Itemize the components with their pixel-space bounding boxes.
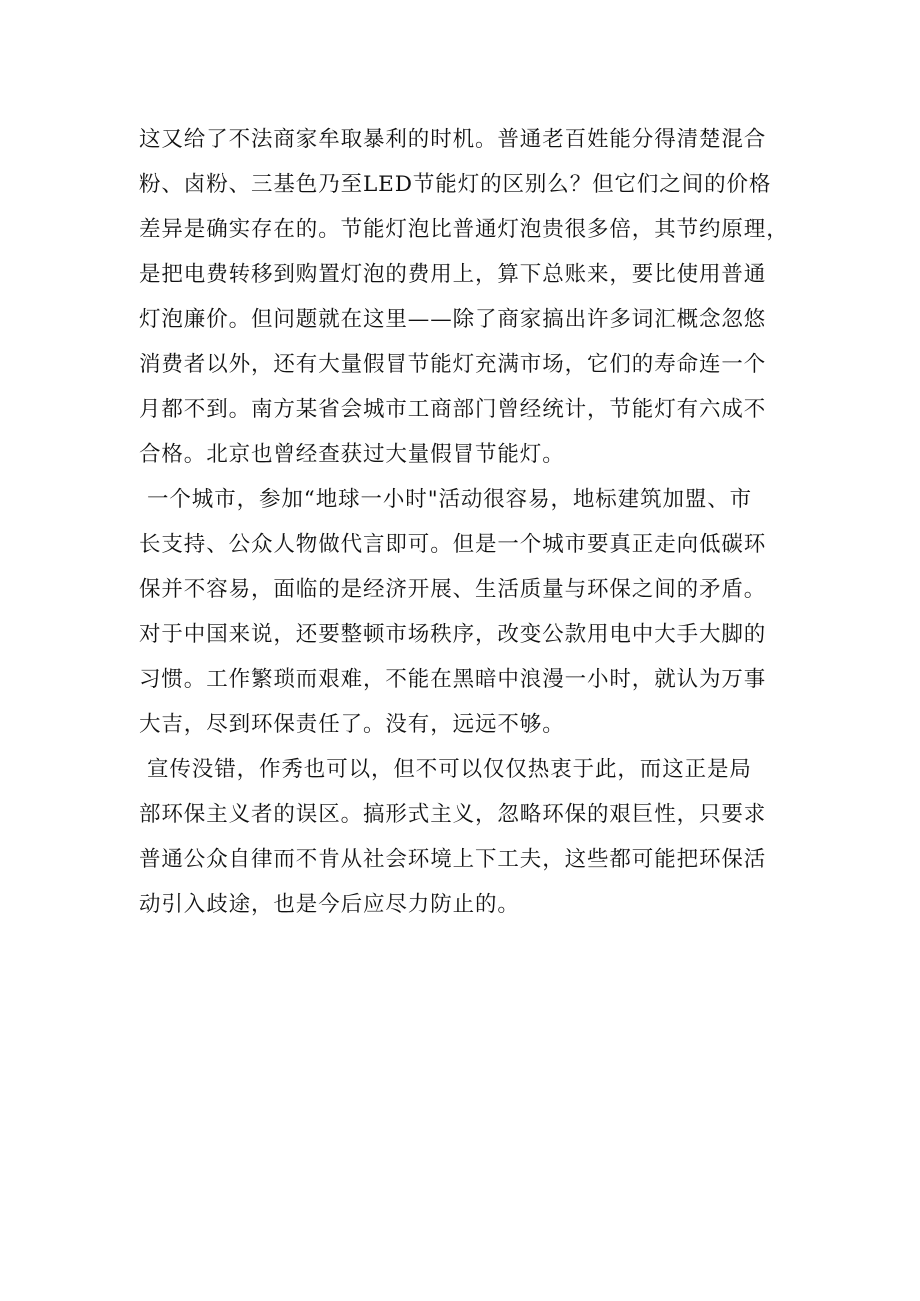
text-line: 动引入歧途，也是今后应尽力防止的。 xyxy=(139,892,520,917)
paragraph-1 xyxy=(139,117,789,477)
text-line: 是把电费转移到购置灯泡的费用上，算下总账来，要比使用普通 xyxy=(139,262,767,287)
text-line: 一个城市，参加“地球一小时"活动很容易，地标建筑加盟、市 xyxy=(147,487,753,512)
text-line: 对于中国来说，还要整顿市场秩序，改变公款用电中大手大脚的 xyxy=(139,622,767,647)
text-line: 普通公众自律而不肯从社会环境上下工夫，这些都可能把环保活 xyxy=(139,847,767,872)
text-line: 粉、卤粉、三基色乃至LED节能灯的区别么？但它们之间的价格 xyxy=(139,172,772,197)
text-line: 大吉，尽到环保责任了。没有，远远不够。 xyxy=(139,712,565,737)
paragraph-2 xyxy=(139,477,789,747)
text-line: 月都不到。南方某省会城市工商部门曾经统计，节能灯有六成不 xyxy=(139,397,767,422)
text-line: 习惯。工作繁琐而艰难，不能在黑暗中浪漫一小时，就认为万事 xyxy=(139,667,767,692)
text-line: 差异是确实存在的。节能灯泡比普通灯泡贵很多倍，其节约原理， xyxy=(139,217,789,242)
text-line: 宣传没错，作秀也可以，但不可以仅仅热衷于此，而这正是局 xyxy=(147,757,752,782)
text-line: 灯泡廉价。但问题就在这里——除了商家搞出许多词汇概念忽悠 xyxy=(139,307,767,332)
document-body xyxy=(139,117,789,927)
text-line: 长支持、公众人物做代言即可。但是一个城市要真正走向低碳环 xyxy=(139,532,767,557)
text-line: 这又给了不法商家牟取暴利的时机。普通老百姓能分得清楚混合 xyxy=(139,127,767,152)
text-line: 消费者以外，还有大量假冒节能灯充满市场，它们的寿命连一个 xyxy=(139,352,767,377)
text-line: 部环保主义者的误区。搞形式主义，忽略环保的艰巨性，只要求 xyxy=(139,802,767,827)
paragraph-3 xyxy=(139,747,789,927)
text-line: 保并不容易，面临的是经济开展、生活质量与环保之间的矛盾。 xyxy=(139,577,767,602)
text-line: 合格。北京也曾经查获过大量假冒节能灯。 xyxy=(139,442,565,467)
